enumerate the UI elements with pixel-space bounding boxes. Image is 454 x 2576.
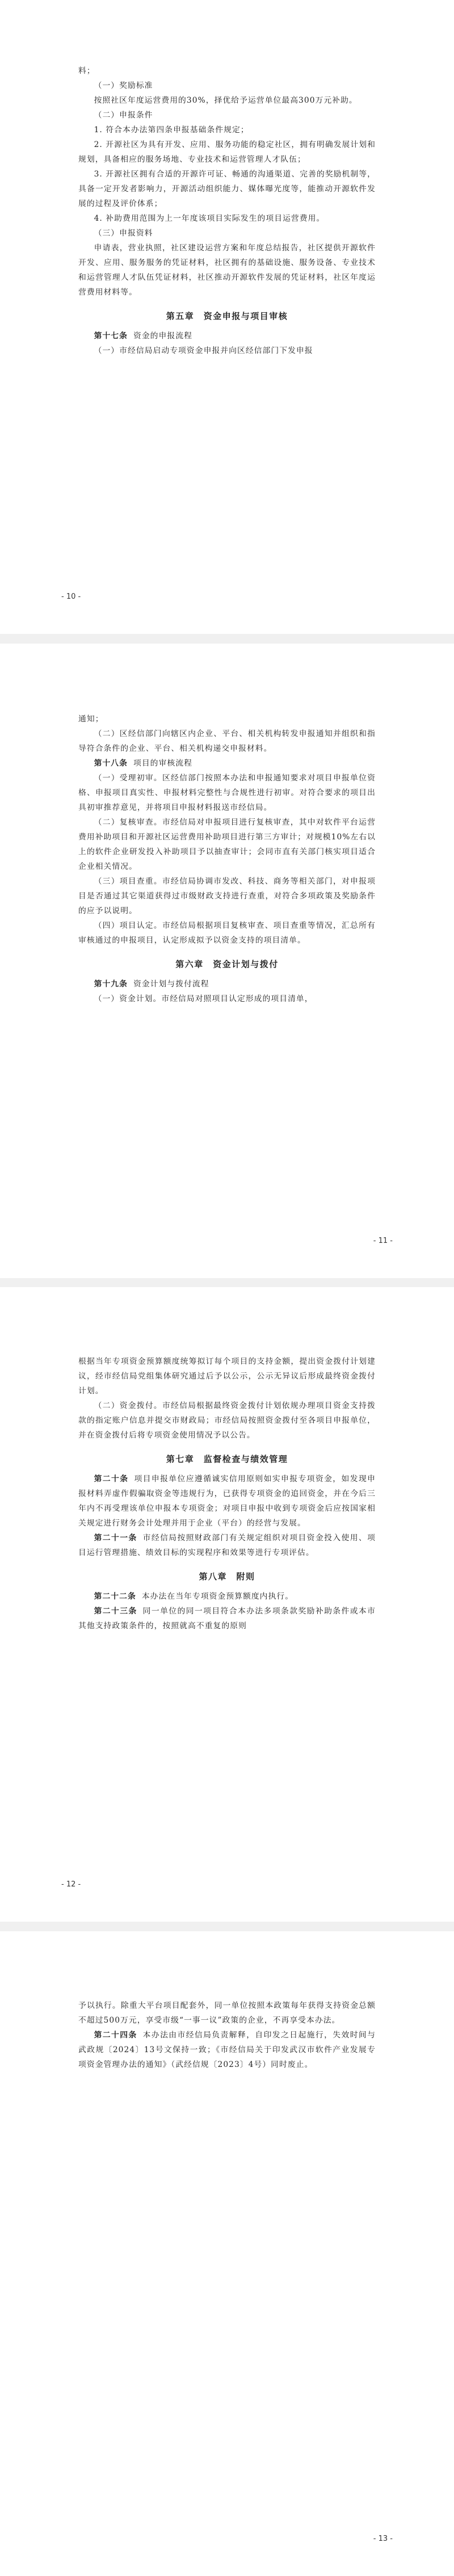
article-paragraph (78, 756, 376, 771)
article-paragraph (78, 2028, 376, 2072)
body-paragraph: （二）复核审查。市经信局对申报项目进行复核审查，其中对软件平台运营费用补助项目和开源社区运营费用补助项目进行第三方审计；对规模10%左右以上的软件企业研发投入补助项目予以抽查审计；会同市直有关部门核实项目适合企业相关情况。 (78, 818, 376, 871)
body-paragraph: 1. 符合本办法第四条申报基础条件规定； (94, 125, 249, 135)
article-text: 本办法由市经信局负责解释，自印发之日起施行，失效时间与武政规〔2024〕13号文保持一致；《市经信局关于印发武汉市软件产业发展专项资金管理办法的通知》（武经信规〔2023〕4号）同时废止。 (78, 2031, 376, 2069)
article-text: 市经信局按照财政部门有关规定组织对项目资金投入使用、项目运行管理措施、绩效目标的实现程序和效果等进行专项评估。 (78, 1533, 376, 1557)
page-12 (0, 1287, 454, 1922)
body-paragraph: （三）项目查重。市经信局协调市发改、科技、商务等相关部门，对申报项目是否通过其它渠道获得过市级财政支持进行查重，对符合多项政策及奖励条件的应予以说明。 (78, 877, 376, 915)
chapter-heading: 第七章 监督检查与绩效管理 (166, 1454, 288, 1464)
article-paragraph (78, 1472, 376, 1531)
body-paragraph: （一）奖励标准 (94, 81, 153, 90)
article-text: 项目的审核流程 (133, 759, 192, 768)
body-paragraph: 2. 开源社区为具有开发、应用、服务功能的稳定社区，拥有明确发展计划和规划，具备相应的服务场地、专业技术和运营管理人才队伍； (78, 140, 376, 164)
body-paragraph: 3. 开源社区拥有合适的开源许可证、畅通的沟通渠道、完善的奖励机制等，具备一定开发者影响力，开源活动组织能力、媒体曝光度等，能推动开源软件发展的过程及评价体系； (78, 170, 376, 208)
article-text: 同一单位的同一项目符合本办法多项条款奖励补助条件或本市其他支持政策条件的，按照就高不重复的原则 (78, 1607, 376, 1631)
body-paragraph: 按照社区年度运营费用的30%，择优给予运营单位最高300万元补助。 (94, 96, 358, 105)
body-paragraph: （一）资金计划。市经信局对照项目认定形成的项目清单， (94, 994, 313, 1003)
article-text: 本办法在当年专项资金预算额度内执行。 (141, 1592, 294, 1601)
body-paragraph: 4. 补助费用范围为上一年度该项目实际发生的项目运营费用。 (94, 214, 325, 223)
page-number: - 11 - (373, 1237, 393, 1245)
page-number: - 10 - (61, 592, 81, 601)
body-paragraph: 申请表，营业执照，社区建设运营方案和年度总结报告，社区提供开源软件开发、应用、服务服务的凭证材料，社区拥有的基础设施、服务设备、专业技术和运营管理人才队伍凭证材料，社区推动开源软件发展的凭证材料，社区年度运营费用材料等。 (78, 243, 376, 297)
page-content (78, 1998, 376, 2072)
body-paragraph: 通知； (78, 715, 104, 724)
page-11 (0, 644, 454, 1278)
article-text: 资金计划与拨付流程 (133, 980, 209, 989)
body-paragraph: （二）申报条件 (94, 111, 153, 120)
article-label: 第十九条 (94, 980, 128, 989)
body-paragraph: （二）资金拨付。市经信局根据最终资金拨付计划依规办理项目资金支持拨款的指定账户信息并提交市财政局；市经信局按照资金拨付至各项目申报单位，并在资金拨付后将专项资金使用情况予以公告。 (78, 1401, 376, 1440)
article-label: 第十八条 (94, 759, 128, 768)
article-paragraph (78, 1604, 376, 1633)
chapter-heading: 第八章 附则 (199, 1571, 255, 1582)
article-label: 第二十三条 (94, 1607, 137, 1616)
body-paragraph: （三）申报资料 (94, 229, 153, 238)
article-paragraph (78, 329, 376, 343)
article-paragraph (78, 1589, 376, 1604)
page-number: - 13 - (373, 2535, 393, 2543)
page-content (78, 1354, 376, 1633)
body-paragraph: 根据当年专项资金预算额度统筹拟订每个项目的支持金额，提出资金拨付计划建议，经市经信局党组集体研究通过后予以公示，公示无异议后形成最终资金拨付计划。 (78, 1357, 376, 1396)
body-paragraph: （一）市经信局启动专项资金申报并向区经信部门下发申报 (94, 346, 313, 355)
chapter-heading: 第五章 资金申报与项目审核 (166, 311, 288, 321)
article-paragraph (78, 977, 376, 991)
body-paragraph: （四）项目认定。市经信局根据项目复核审查、项目查重等情况，汇总所有审核通过的申报项目，认定形成拟予以资金支持的项目清单。 (78, 921, 376, 945)
page-content (78, 64, 376, 358)
page-number: - 12 - (61, 1880, 81, 1889)
article-label: 第二十条 (94, 1474, 129, 1484)
article-paragraph (78, 1531, 376, 1560)
page-10 (0, 0, 454, 634)
article-text: 项目申报单位应遵循诚实信用原则如实申报专项资金，如发现申报材料弄虚作假骗取资金等违规行为，已获得专项资金的追回资金，并在今后三年内不再受理该单位申报本专项资金；对项目申报中收到专项资金后应按国家相关规定进行财务会计处理并用于企业（平台）的经营与发展。 (78, 1474, 376, 1528)
article-label: 第二十四条 (94, 2031, 137, 2040)
article-text: 资金的申报流程 (133, 331, 192, 341)
article-label: 第二十一条 (94, 1533, 137, 1543)
chapter-heading: 第六章 资金计划与拨付 (175, 959, 279, 969)
body-paragraph: （一）受理初审。区经信部门按照本办法和申报通知要求对项目申报单位资格、申报项目真实性、申报材料完整性与合规性进行初审。对符合要求的项目出具初审推荐意见，并将项目申报材料报送市经信局。 (78, 774, 376, 812)
body-paragraph: （二）区经信部门向辖区内企业、平台、相关机构转发申报通知并组织和指导符合条件的企业、平台、相关机构递交申报材料。 (78, 729, 376, 753)
article-label: 第二十二条 (94, 1592, 136, 1601)
article-label: 第十七条 (94, 331, 128, 341)
page-13 (0, 1931, 454, 2576)
page-content (78, 712, 376, 1006)
body-paragraph: 料； (78, 66, 95, 75)
body-paragraph: 予以执行。除重大平台项目配套外，同一单位按照本政策每年获得支持资金总额不超过500万元，享受市级“一事一议”政策的企业，不再享受本办法。 (78, 2001, 376, 2025)
